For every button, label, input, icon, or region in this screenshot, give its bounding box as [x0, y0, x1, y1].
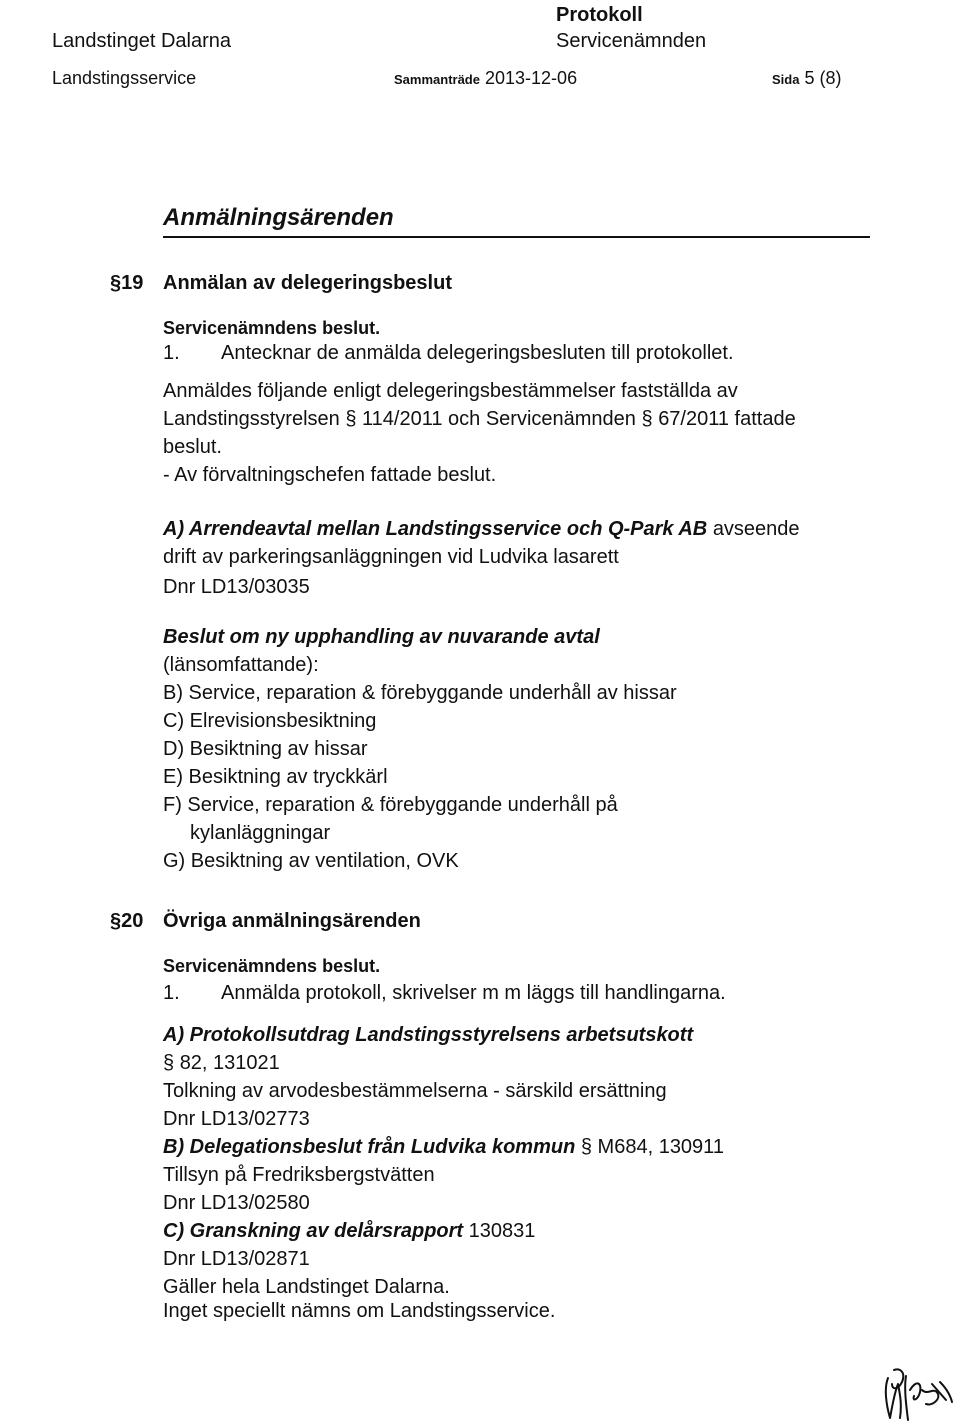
section-divider — [163, 236, 870, 238]
s19-para-line-2: Landstingsstyrelsen § 114/2011 och Servicenämnden § 67/2011 fattade — [163, 408, 796, 430]
doc-type: Protokoll — [556, 4, 643, 26]
s20-b-dnr: Dnr LD13/02580 — [163, 1192, 310, 1214]
s20-a-title: A) Protokollsutdrag Landstingsstyrelsens arbetsutskott — [163, 1024, 694, 1046]
paragraph-sign-icon: § — [163, 1052, 175, 1074]
s19-item-1-text: Antecknar de anmälda delegeringsbesluten till protokollet. — [221, 342, 734, 364]
s20-a-ref: § 82, 131021 — [163, 1052, 280, 1074]
s20-title: Övriga anmälningsärenden — [163, 910, 421, 932]
section-title: Anmälningsärenden — [163, 204, 394, 231]
s19-para-line-3: beslut. — [163, 436, 222, 458]
s19-a-line-1: A) Arrendeavtal mellan Landstingsservice och Q-Park AB avseende — [163, 518, 800, 540]
procurement-item: G) Besiktning av ventilation, OVK — [163, 850, 459, 872]
paragraph-sign-icon: § — [641, 408, 653, 430]
s19-decision-heading: Servicenämndens beslut. — [163, 318, 381, 338]
s20-c-dnr: Dnr LD13/02871 — [163, 1248, 310, 1270]
page-info — [772, 68, 842, 89]
s20-c-line-1: C) Granskning av delårsrapport 130831 — [163, 1220, 536, 1242]
s20-item-1-number: 1. — [163, 982, 180, 1004]
s19-procurement-subtitle: (länsomfattande): — [163, 654, 319, 676]
s20-a-line-3: Tolkning av arvodesbestämmelserna - särskild ersättning — [163, 1080, 667, 1102]
s19-para-line-4: - Av förvaltningschefen fattade beslut. — [163, 464, 497, 486]
department-name: Landstingsservice — [52, 68, 197, 88]
s20-number: §20 — [110, 910, 144, 932]
s19-title: Anmälan av delegeringsbeslut — [163, 272, 452, 294]
board-name: Servicenämnden — [556, 30, 707, 52]
s19-a-title: A) Arrendeavtal mellan Landstingsservice och Q-Park AB — [163, 518, 708, 540]
s20-a-dnr: Dnr LD13/02773 — [163, 1108, 310, 1130]
page-label: Sida — [772, 72, 800, 87]
s19-a-line-2: drift av parkeringsanläggningen vid Ludvika lasarett — [163, 546, 619, 568]
s20-item-1-text: Anmälda protokoll, skrivelser m m läggs till handlingarna. — [221, 982, 726, 1004]
s20-b-title: B) Delegationsbeslut från Ludvika kommun — [163, 1136, 576, 1158]
procurement-item: B) Service, reparation & förebyggande underhåll av hissar — [163, 682, 677, 704]
meeting-date: 2013-12-06 — [485, 68, 578, 88]
org-name: Landstinget Dalarna — [52, 30, 232, 52]
meeting-label: Sammanträde — [394, 72, 480, 87]
procurement-item: E) Besiktning av tryckkärl — [163, 766, 388, 788]
s20-c-title: C) Granskning av delårsrapport — [163, 1220, 464, 1242]
s20-b-line-1: B) Delegationsbeslut från Ludvika kommun § M684, 130911 — [163, 1136, 724, 1158]
paragraph-sign-icon: § — [580, 1136, 592, 1158]
procurement-item: D) Besiktning av hissar — [163, 738, 368, 760]
procurement-item: F) Service, reparation & förebyggande underhåll på — [163, 794, 618, 816]
paragraph-sign-icon: § — [345, 408, 357, 430]
s20-decision-heading: Servicenämndens beslut. — [163, 956, 381, 976]
page-number: 5 (8) — [804, 68, 842, 88]
s19-number: §19 — [110, 272, 144, 294]
s19-item-1-number: 1. — [163, 342, 180, 364]
meeting-info — [394, 68, 577, 89]
signature-initials — [880, 1360, 956, 1424]
s20-b-line-2: Tillsyn på Fredriksbergstvätten — [163, 1164, 435, 1186]
s20-c-line-3: Gäller hela Landstinget Dalarna. — [163, 1276, 450, 1298]
procurement-item: C) Elrevisionsbesiktning — [163, 710, 377, 732]
s19-procurement-title: Beslut om ny upphandling av nuvarande avtal — [163, 626, 600, 648]
s19-para-line-1: Anmäldes följande enligt delegeringsbestämmelser fastställda av — [163, 380, 738, 402]
s19-a-dnr: Dnr LD13/03035 — [163, 576, 310, 598]
procurement-item-continuation: kylanläggningar — [190, 822, 331, 844]
s20-c-line-4: Inget speciellt nämns om Landstingsservice. — [163, 1300, 556, 1322]
